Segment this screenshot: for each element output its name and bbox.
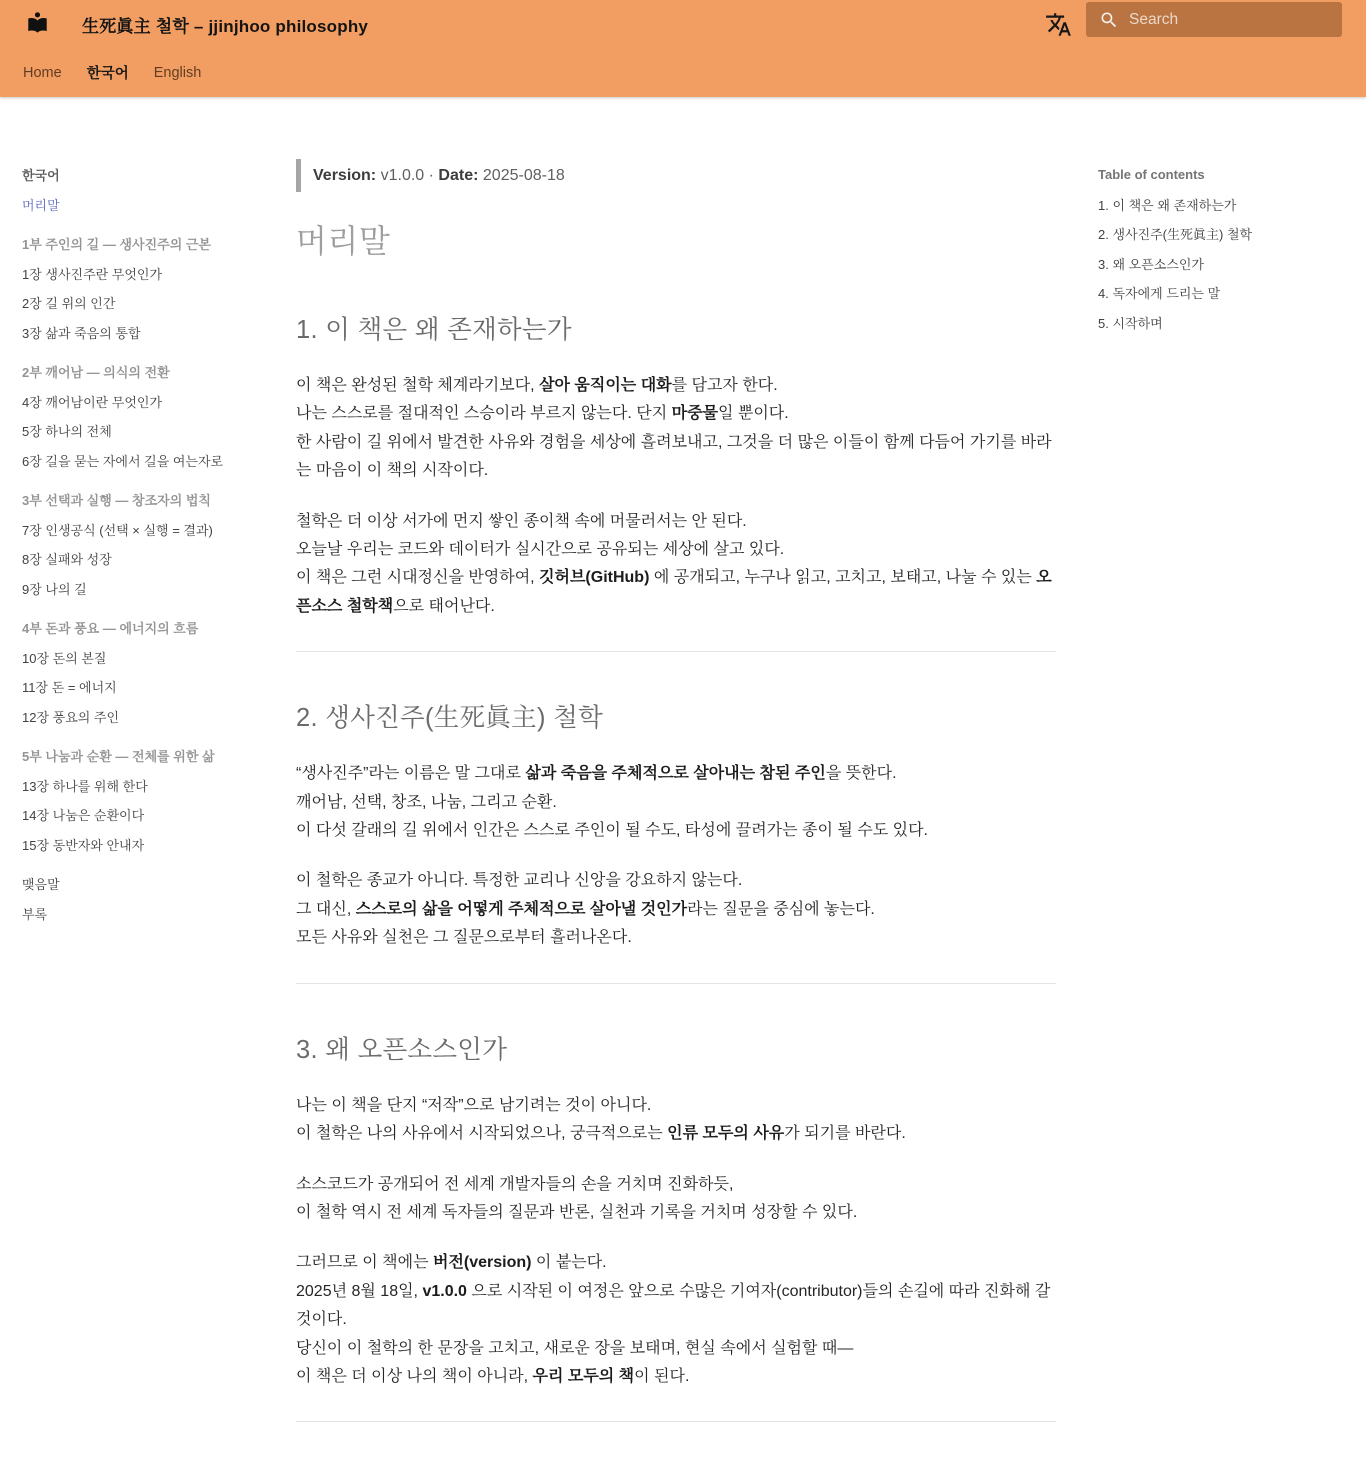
header-tabs xyxy=(0,48,1366,97)
sidebar-item[interactable]: 부록 xyxy=(22,906,48,922)
translate-icon[interactable] xyxy=(1045,11,1072,38)
sidebar-item[interactable]: 15장 동반자와 안내자 xyxy=(22,837,145,853)
toc-list xyxy=(1098,190,1342,338)
search-icon xyxy=(1099,10,1119,30)
sidebar-item[interactable]: 5장 하나의 전체 xyxy=(22,424,112,440)
toc-item[interactable]: 2. 생사진주(生死眞主) 철학 xyxy=(1098,227,1253,243)
site-title[interactable]: 生死眞主 철학 – jjinjhoo philosophy xyxy=(82,16,369,36)
sidebar-item[interactable]: 10장 돈의 본질 xyxy=(22,650,107,666)
sidebar-nav xyxy=(0,97,296,948)
sidebar-section-label: 2부 깨어남 — 의식의 전환 xyxy=(22,365,170,381)
sidebar-section-label: 5부 나눔과 순환 — 전체를 위한 삶 xyxy=(22,749,215,765)
paragraph: 소스코드가 공개되어 전 세계 개발자들의 손을 거치며 진화하듯, 이 철학 역시 전 세계 독자들의 질문과 반론, 실천과 기록을 거치며 성장할 수 있다. xyxy=(296,1175,858,1221)
section-divider xyxy=(296,1421,1056,1422)
sidebar-item[interactable]: 9장 나의 길 xyxy=(22,581,87,597)
sidebar-item[interactable]: 11장 돈 = 에너지 xyxy=(22,680,117,696)
table-of-contents xyxy=(1056,97,1366,337)
search-input[interactable] xyxy=(1129,11,1342,29)
page-layout xyxy=(0,97,1366,1468)
sidebar-section-label: 한국어 xyxy=(22,168,60,184)
book-logo-icon[interactable] xyxy=(24,11,51,38)
sidebar-section-label: 1부 주인의 길 — 생사진주의 근본 xyxy=(22,237,211,253)
toc-item[interactable]: 3. 왜 오픈소스인가 xyxy=(1098,256,1204,272)
search-box xyxy=(1086,2,1342,37)
sidebar-section-label: 4부 돈과 풍요 — 에너지의 흐름 xyxy=(22,621,199,637)
sidebar-item[interactable]: 6장 길을 묻는 자에서 길을 여는자로 xyxy=(22,453,224,469)
main-content xyxy=(296,97,1056,1468)
version-blockquote xyxy=(296,159,1056,192)
paragraph: 철학은 더 이상 서가에 먼지 쌓인 종이책 속에 머물러서는 안 된다. 오늘날 우리는 코드와 데이터가 실시간으로 공유되는 세상에 살고 있다. 이 책은 그런 시대정신을 반영하여, 깃허브(GitHub) 에 공개되고, 누구나 읽고, 고치고, 보태고, 나눌 수 있는 오픈소스 철학책으로 태어난다. xyxy=(296,512,1052,615)
toc-item[interactable]: 4. 독자에게 드리는 말 xyxy=(1098,286,1221,302)
sidebar-item[interactable]: 8장 실패와 성장 xyxy=(22,552,112,568)
toc-title: Table of contents xyxy=(1098,167,1205,183)
header-title-row xyxy=(0,0,1366,48)
sidebar-item[interactable]: 2장 길 위의 인간 xyxy=(22,296,116,312)
sidebar-item[interactable]: 13장 하나를 위해 한다 xyxy=(22,778,148,794)
toc-item[interactable]: 5. 시작하며 xyxy=(1098,315,1163,331)
sidebar-item[interactable]: 머리말 xyxy=(22,197,60,213)
sidebar-item[interactable]: 4장 깨어남이란 무엇인가 xyxy=(22,394,163,410)
section-heading: 3. 왜 오픈소스인가 xyxy=(296,1035,508,1064)
tab-Home[interactable]: Home xyxy=(23,64,62,81)
sidebar-item[interactable]: 7장 인생공식 (선택 × 실행 = 결과) xyxy=(22,522,213,538)
section-divider xyxy=(296,983,1056,984)
date-label: Date: xyxy=(438,167,479,184)
section-heading: 1. 이 책은 왜 존재하는가 xyxy=(296,316,572,344)
paragraph: 그러므로 이 책에는 버전(version) 이 붙는다. 2025년 8월 18일, v1.0.0 으로 시작된 이 여정은 앞으로 수많은 기여자(contributor)들의 손길에 따라 진화해 갈 것이다. 당신이 이 철학의 한 문장을 고치고, 새로운 장을 보태며, 현실 속에서 실험할 때— 이 책은 더 이상 나의 책이 아니라, 우리 모두의 책이 된다. xyxy=(296,1254,1051,1385)
date-value: 2025-08-18 xyxy=(482,167,565,184)
paragraph: 이 책은 완성된 철학 체계라기보다, 살아 움직이는 대화를 담고자 한다. 나는 스스로를 절대적인 스승이라 부르지 않는다. 단지 마중물일 뿐이다. 한 사람이 길 위에서 발견한 사유와 경험을 세상에 흘려보내고, 그것을 더 많은 이들이 함께 다듬어 가기를 바라는 마음이 이 책의 시작이다. xyxy=(296,377,1052,480)
section-heading: 2. 생사진주(生死眞主) 철학 xyxy=(296,704,604,733)
toc-item[interactable]: 1. 이 책은 왜 존재하는가 xyxy=(1098,197,1237,213)
app-header xyxy=(0,0,1366,97)
sidebar-item[interactable]: 14장 나눔은 순환이다 xyxy=(22,808,145,824)
paragraph: “생사진주”라는 이름은 말 그대로 삶과 죽음을 주체적으로 살아내는 참된 주인을 뜻한다. 깨어남, 선택, 창조, 나눔, 그리고 순환. 이 다섯 갈래의 길 위에서 인간은 스스로 주인이 될 수도, 타성에 끌려가는 종이 될 수도 있다. xyxy=(296,765,928,840)
sidebar-item[interactable]: 12장 풍요의 주인 xyxy=(22,709,120,725)
tab-English[interactable]: English xyxy=(153,64,202,81)
paragraph: 나는 이 책을 단지 “저작”으로 남기려는 것이 아니다. 이 철학은 나의 사유에서 시작되었으나, 궁극적으로는 인류 모두의 사유가 되기를 바란다. xyxy=(296,1096,906,1143)
sidebar-item[interactable]: 맺음말 xyxy=(22,877,60,893)
sidebar-item[interactable]: 3장 삶과 죽음의 통합 xyxy=(22,325,141,341)
version-label: Version: xyxy=(313,167,377,184)
tab-한국어[interactable]: 한국어 xyxy=(86,66,129,82)
sections-container xyxy=(296,310,1056,1422)
page-title: 머리말 xyxy=(296,223,391,259)
sidebar-section-label: 3부 선택과 실행 — 창조자의 법칙 xyxy=(22,493,211,509)
paragraph: 이 철학은 종교가 아니다. 특정한 교리나 신앙을 강요하지 않는다. 그 대신, 스스로의 삶을 어떻게 주체적으로 살아낼 것인가라는 질문을 중심에 놓는다. 모든 사유와 실천은 그 질문으로부터 흘러나온다. xyxy=(296,872,875,947)
sidebar-item[interactable]: 1장 생사진주란 무엇인가 xyxy=(22,266,163,282)
section-divider xyxy=(296,651,1056,652)
version-value: v1.0.0 xyxy=(380,167,425,184)
separator-dot: · xyxy=(428,167,434,184)
